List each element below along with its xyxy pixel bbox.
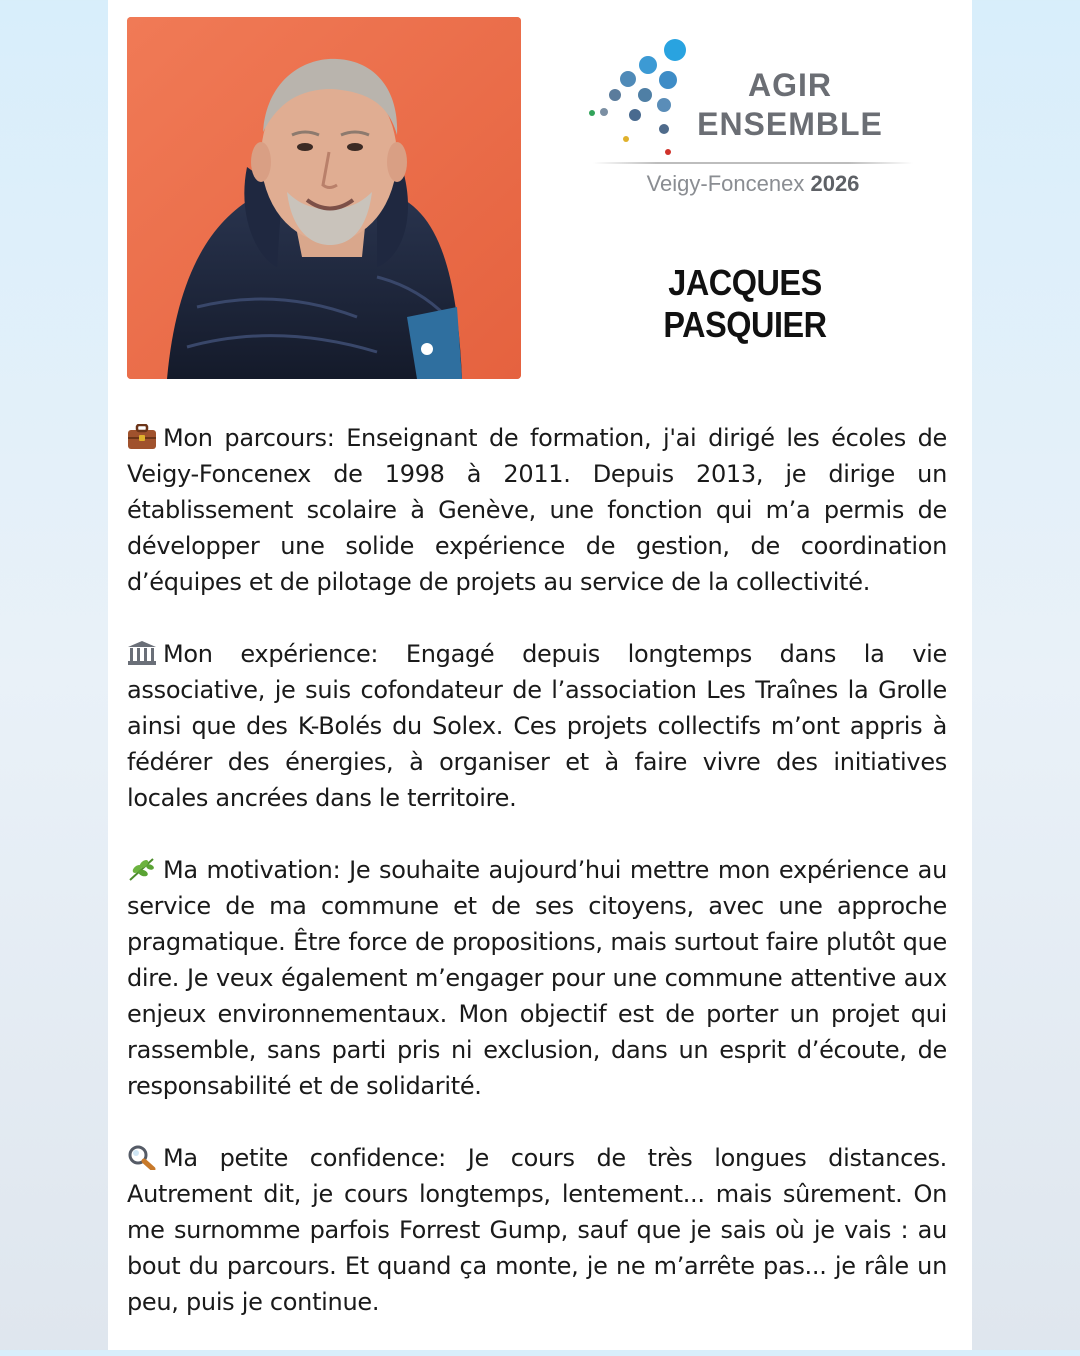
paragraph-parcours	[127, 420, 947, 600]
paragraph-parcours-text: Mon parcours: Enseignant de formation, j'ai dirigé les écoles de Veigy-Foncenex de 1998 à 2011. Depuis 2013, je dirige un établissement scolaire à Genève, une fonction qui m’a permis de développer une solide expérience de gestion, de coordination d’équipes et de pilotage de projets au service de la collectivité.	[127, 424, 947, 596]
paragraph-motivation-text: Ma motivation: Je souhaite aujourd’hui mettre mon expérience au service de ma commune et de ses citoyens, avec une approche pragmatique. Être force de propositions, mais surtout faire plutôt que dire. Je veux également m’engager pour une commune attentive aux enjeux environnementaux. Mon objectif est de porter un projet qui rassemble, sans parti pris ni exclusion, dans un esprit d’écoute, de responsabilité et de solidarité.	[127, 856, 947, 1100]
candidate-card	[108, 0, 972, 1350]
paragraph-motivation	[127, 852, 947, 1104]
magnifying-glass-icon	[127, 1144, 157, 1170]
paragraph-confidence	[127, 1140, 947, 1320]
logo-town: Veigy-Foncenex	[646, 171, 805, 196]
dots-icon	[588, 35, 698, 160]
logo-word-agir: AGIR	[748, 67, 832, 103]
candidate-name: JACQUES PASQUIER	[663, 262, 827, 345]
candidate-photo	[127, 17, 521, 379]
paragraph-confidence-text: Ma petite confidence: Je cours de très longues distances. Autrement dit, je cours longtemps, lentement... mais sûrement. On me surnomme parfois Forrest Gump, sauf que je sais où je vais : au bout du parcours. Et quand ça monte, je ne m’arrête pas... je râle un peu, puis je continue.	[127, 1144, 947, 1316]
classical-building-icon	[127, 640, 157, 666]
logo-year: 2026	[810, 171, 860, 196]
logo-word-ensemble: ENSEMBLE	[697, 106, 883, 142]
agir-ensemble-logo	[588, 35, 918, 200]
logo-subtitle	[588, 171, 918, 197]
paragraph-experience	[127, 636, 947, 816]
logo-divider	[593, 162, 913, 164]
candidate-bio	[127, 420, 947, 1356]
briefcase-icon	[127, 424, 157, 450]
paragraph-experience-text: Mon expérience: Engagé depuis longtemps dans la vie associative, je suis cofondateur de l’association Les Traînes la Grolle ainsi que des K-Bolés du Solex. Ces projets collectifs m’ont appris à fédérer des énergies, à organiser et à faire vivre des initiatives locales ancrées dans le territoire.	[127, 640, 947, 812]
herb-icon	[127, 856, 157, 882]
